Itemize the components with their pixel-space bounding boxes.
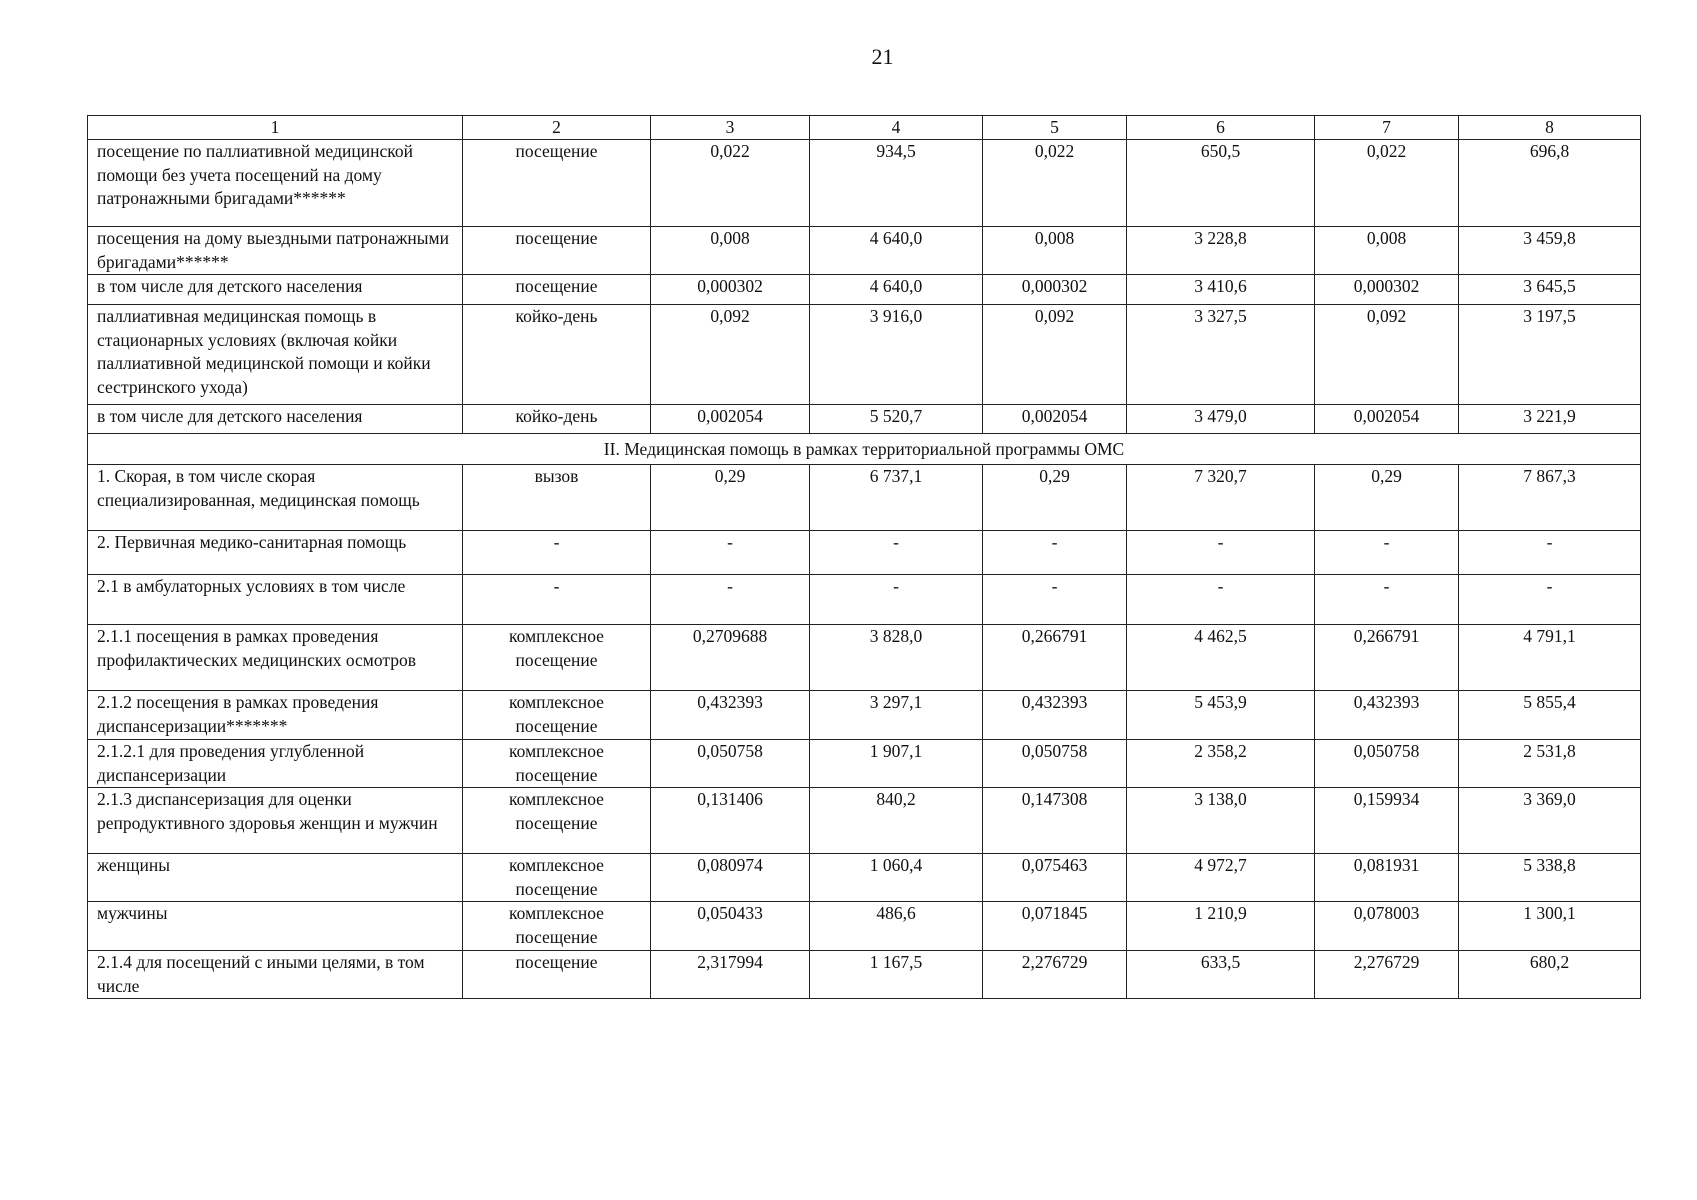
table-cell: 0,2709688 xyxy=(651,625,810,691)
page-number: 21 xyxy=(871,44,894,69)
table-cell: 2 531,8 xyxy=(1459,740,1641,788)
table-cell: 0,022 xyxy=(983,140,1127,227)
table-cell: 0,29 xyxy=(1315,465,1459,531)
table-cell: 0,002054 xyxy=(1315,405,1459,434)
table-cell: 486,6 xyxy=(810,902,983,951)
table-cell: комплексное посещение xyxy=(463,740,651,788)
table-cell: вызов xyxy=(463,465,651,531)
header-cell: 1 xyxy=(88,116,463,140)
row-label-cell: женщины xyxy=(88,854,463,902)
table-cell: 1 300,1 xyxy=(1459,902,1641,951)
table-cell: - xyxy=(1315,575,1459,625)
row-label-cell: посещение по паллиативной медицинской помощи без учета посещений на дому патронажными бригадами****** xyxy=(88,140,463,227)
table-cell: 3 479,0 xyxy=(1127,405,1315,434)
table-cell: - xyxy=(810,531,983,575)
table-row xyxy=(88,227,1641,275)
table-cell: 4 640,0 xyxy=(810,275,983,305)
table-cell: 3 369,0 xyxy=(1459,788,1641,854)
table-cell: комплексное посещение xyxy=(463,625,651,691)
table-cell: 0,092 xyxy=(983,305,1127,405)
table-cell: 3 138,0 xyxy=(1127,788,1315,854)
table-row xyxy=(88,625,1641,691)
table-cell: комплексное посещение xyxy=(463,788,651,854)
table-cell: 3 916,0 xyxy=(810,305,983,405)
table-cell: 0,147308 xyxy=(983,788,1127,854)
table-cell: 3 645,5 xyxy=(1459,275,1641,305)
table-cell: посещение xyxy=(463,227,651,275)
table-cell: - xyxy=(651,575,810,625)
table-cell: 633,5 xyxy=(1127,951,1315,999)
table-cell: 0,071845 xyxy=(983,902,1127,951)
header-cell: 6 xyxy=(1127,116,1315,140)
table-cell: 0,050758 xyxy=(1315,740,1459,788)
table-cell: 0,008 xyxy=(1315,227,1459,275)
table-cell: 0,432393 xyxy=(1315,691,1459,740)
table-cell: 0,002054 xyxy=(651,405,810,434)
table-cell: 0,050758 xyxy=(983,740,1127,788)
table-cell: 0,29 xyxy=(983,465,1127,531)
header-cell: 8 xyxy=(1459,116,1641,140)
table-cell: 0,022 xyxy=(1315,140,1459,227)
header-cell: 5 xyxy=(983,116,1127,140)
section-title: II. Медицинская помощь в рамках территориальной программы ОМС xyxy=(88,434,1641,465)
row-label-cell: 1. Скорая, в том числе скорая специализированная, медицинская помощь xyxy=(88,465,463,531)
table-row xyxy=(88,305,1641,405)
table-cell: 680,2 xyxy=(1459,951,1641,999)
table-cell: 2,317994 xyxy=(651,951,810,999)
table-cell: 7 867,3 xyxy=(1459,465,1641,531)
table-cell: 696,8 xyxy=(1459,140,1641,227)
table-cell: - xyxy=(983,575,1127,625)
table-cell: койко-день xyxy=(463,405,651,434)
table-cell: 3 327,5 xyxy=(1127,305,1315,405)
section-header-row xyxy=(88,434,1641,465)
table-cell: 2,276729 xyxy=(1315,951,1459,999)
table-cell: - xyxy=(983,531,1127,575)
table-cell: 840,2 xyxy=(810,788,983,854)
header-cell: 4 xyxy=(810,116,983,140)
table-cell: 0,050758 xyxy=(651,740,810,788)
row-label-cell: в том числе для детского населения xyxy=(88,405,463,434)
header-cell: 2 xyxy=(463,116,651,140)
table-cell: комплексное посещение xyxy=(463,902,651,951)
table-cell: 3 228,8 xyxy=(1127,227,1315,275)
table-cell: 5 338,8 xyxy=(1459,854,1641,902)
table-cell: 3 297,1 xyxy=(810,691,983,740)
table-cell: 1 210,9 xyxy=(1127,902,1315,951)
table-row xyxy=(88,951,1641,999)
table-row xyxy=(88,275,1641,305)
table-row xyxy=(88,405,1641,434)
table-row xyxy=(88,788,1641,854)
table-cell: - xyxy=(1315,531,1459,575)
table-row xyxy=(88,465,1641,531)
row-label-cell: 2.1.2 посещения в рамках проведения диспансеризации******* xyxy=(88,691,463,740)
table-cell: 1 907,1 xyxy=(810,740,983,788)
table-cell: посещение xyxy=(463,951,651,999)
table-cell: 0,008 xyxy=(983,227,1127,275)
table-cell: 3 459,8 xyxy=(1459,227,1641,275)
table-cell: 3 197,5 xyxy=(1459,305,1641,405)
table-row xyxy=(88,740,1641,788)
table-cell: - xyxy=(651,531,810,575)
table-cell: - xyxy=(1459,531,1641,575)
table-cell: 3 410,6 xyxy=(1127,275,1315,305)
header-row xyxy=(88,116,1641,140)
table-row xyxy=(88,575,1641,625)
header-cell: 7 xyxy=(1315,116,1459,140)
table-cell: 0,266791 xyxy=(983,625,1127,691)
table-row xyxy=(88,902,1641,951)
table-body xyxy=(88,116,1641,999)
table-cell: 650,5 xyxy=(1127,140,1315,227)
table-cell: койко-день xyxy=(463,305,651,405)
table-cell: 1 167,5 xyxy=(810,951,983,999)
row-label-cell: 2.1 в амбулаторных условиях в том числе xyxy=(88,575,463,625)
table-cell: комплексное посещение xyxy=(463,854,651,902)
table-cell: 1 060,4 xyxy=(810,854,983,902)
row-label-cell: 2.1.4 для посещений с иными целями, в том числе xyxy=(88,951,463,999)
table-cell: 4 791,1 xyxy=(1459,625,1641,691)
table-cell: посещение xyxy=(463,140,651,227)
table-cell: 7 320,7 xyxy=(1127,465,1315,531)
table-cell: - xyxy=(1459,575,1641,625)
table-cell: - xyxy=(1127,531,1315,575)
row-label-cell: 2.1.2.1 для проведения углубленной диспансеризации xyxy=(88,740,463,788)
table-cell: 0,266791 xyxy=(1315,625,1459,691)
row-label-cell: 2.1.3 диспансеризация для оценки репродуктивного здоровья женщин и мужчин xyxy=(88,788,463,854)
table-cell: 5 520,7 xyxy=(810,405,983,434)
table-cell: посещение xyxy=(463,275,651,305)
table-cell: 5 855,4 xyxy=(1459,691,1641,740)
table-cell: - xyxy=(1127,575,1315,625)
table-row xyxy=(88,140,1641,227)
table-cell: 4 972,7 xyxy=(1127,854,1315,902)
table-cell: 0,29 xyxy=(651,465,810,531)
table-row xyxy=(88,854,1641,902)
table-cell: 0,159934 xyxy=(1315,788,1459,854)
row-label-cell: 2. Первичная медико-санитарная помощь xyxy=(88,531,463,575)
table-cell: 0,131406 xyxy=(651,788,810,854)
table-cell: 0,000302 xyxy=(651,275,810,305)
table-cell: 0,075463 xyxy=(983,854,1127,902)
row-label-cell: паллиативная медицинская помощь в стационарных условиях (включая койки паллиативной медицинской помощи и койки сестринского ухода) xyxy=(88,305,463,405)
table-cell: 2,276729 xyxy=(983,951,1127,999)
table-cell: 6 737,1 xyxy=(810,465,983,531)
table-cell: 0,092 xyxy=(1315,305,1459,405)
table-cell: 0,092 xyxy=(651,305,810,405)
row-label-cell: мужчины xyxy=(88,902,463,951)
table-cell: комплексное посещение xyxy=(463,691,651,740)
table-cell: 0,022 xyxy=(651,140,810,227)
row-label-cell: в том числе для детского населения xyxy=(88,275,463,305)
table-cell: 3 221,9 xyxy=(1459,405,1641,434)
table-cell: 0,002054 xyxy=(983,405,1127,434)
table-cell: 5 453,9 xyxy=(1127,691,1315,740)
table-row xyxy=(88,531,1641,575)
table-cell: 0,081931 xyxy=(1315,854,1459,902)
table-row xyxy=(88,691,1641,740)
data-table xyxy=(87,115,1641,999)
table-cell: 2 358,2 xyxy=(1127,740,1315,788)
table-cell: - xyxy=(463,531,651,575)
table-cell: 0,000302 xyxy=(1315,275,1459,305)
table-cell: 0,050433 xyxy=(651,902,810,951)
table-cell: 4 462,5 xyxy=(1127,625,1315,691)
table-cell: 3 828,0 xyxy=(810,625,983,691)
table-cell: 0,432393 xyxy=(983,691,1127,740)
table-cell: 0,432393 xyxy=(651,691,810,740)
row-label-cell: 2.1.1 посещения в рамках проведения профилактических медицинских осмотров xyxy=(88,625,463,691)
table-cell: 0,000302 xyxy=(983,275,1127,305)
table-cell: 934,5 xyxy=(810,140,983,227)
header-cell: 3 xyxy=(651,116,810,140)
table-cell: - xyxy=(463,575,651,625)
table-cell: 0,078003 xyxy=(1315,902,1459,951)
row-label-cell: посещения на дому выездными патронажными бригадами****** xyxy=(88,227,463,275)
table-cell: 4 640,0 xyxy=(810,227,983,275)
table-cell: 0,008 xyxy=(651,227,810,275)
table-cell: - xyxy=(810,575,983,625)
table-cell: 0,080974 xyxy=(651,854,810,902)
